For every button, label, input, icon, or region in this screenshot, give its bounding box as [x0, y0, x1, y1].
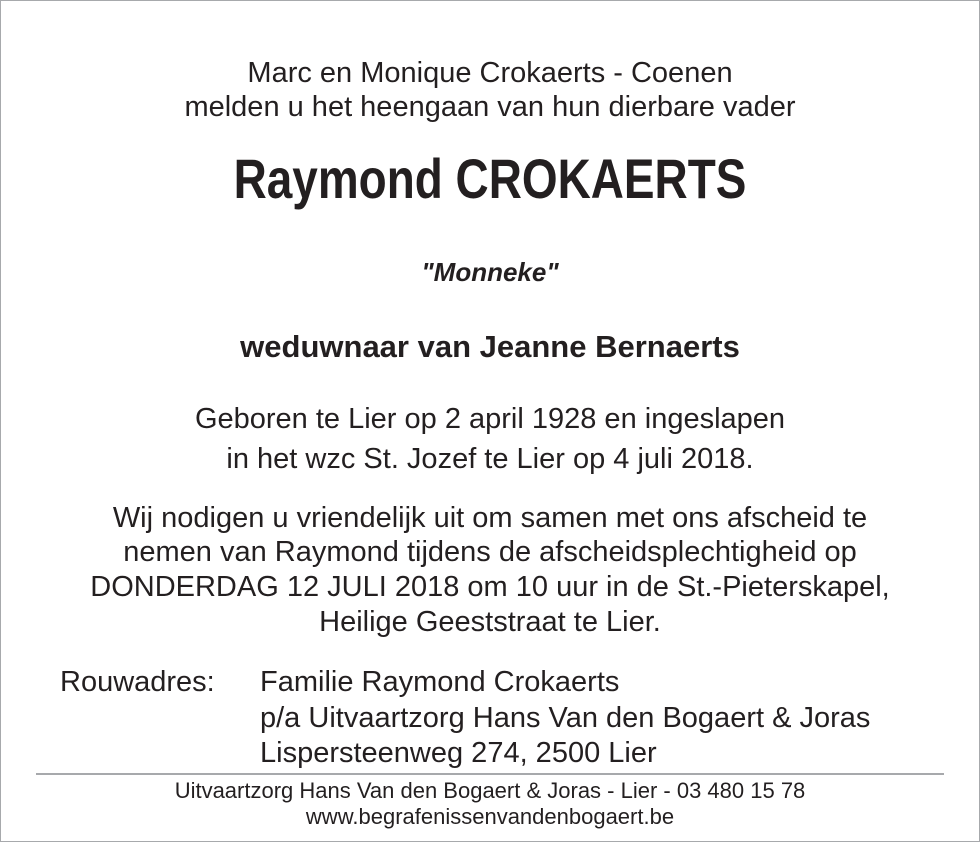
- mourning-address-line-1: Familie Raymond Crokaerts: [260, 666, 620, 698]
- birth-death-line-1: Geboren te Lier op 2 april 1928 en ingeslapen: [194, 403, 786, 435]
- footer-divider: [36, 773, 944, 775]
- invitation-line-3: DONDERDAG 12 JULI 2018 om 10 uur in de St.-Pieterskapel,: [90, 571, 890, 603]
- invitation-line-2: nemen van Raymond tijdens de afscheidsplechtigheid op: [123, 536, 857, 568]
- widower-of: weduwnaar van Jeanne Bernaerts: [240, 329, 740, 364]
- intro-line-2: melden u het heengaan van hun dierbare vader: [184, 91, 796, 123]
- invitation-line-4: Heilige Geeststraat te Lier.: [319, 606, 661, 638]
- birth-death-line-2: in het wzc St. Jozef te Lier op 4 juli 2018.: [226, 443, 754, 475]
- invitation-line-1: Wij nodigen u vriendelijk uit om samen met ons afscheid te: [112, 502, 868, 534]
- deceased-name: Raymond CROKAERTS: [233, 147, 747, 210]
- intro-line-1: Marc en Monique Crokaerts - Coenen: [247, 57, 733, 89]
- footer-company-line: Uitvaartzorg Hans Van den Bogaert & Joras - Lier - 03 480 15 78: [174, 778, 806, 803]
- mourning-address-line-3: Lispersteenweg 274, 2500 Lier: [260, 737, 657, 769]
- footer-website-link[interactable]: www.begrafenissenvandenbogaert.be: [305, 804, 675, 829]
- mourning-address-label: Rouwadres:: [60, 666, 215, 698]
- mourning-address-line-2: p/a Uitvaartzorg Hans Van den Bogaert & Joras: [260, 702, 871, 734]
- nickname: "Monneke": [421, 257, 559, 287]
